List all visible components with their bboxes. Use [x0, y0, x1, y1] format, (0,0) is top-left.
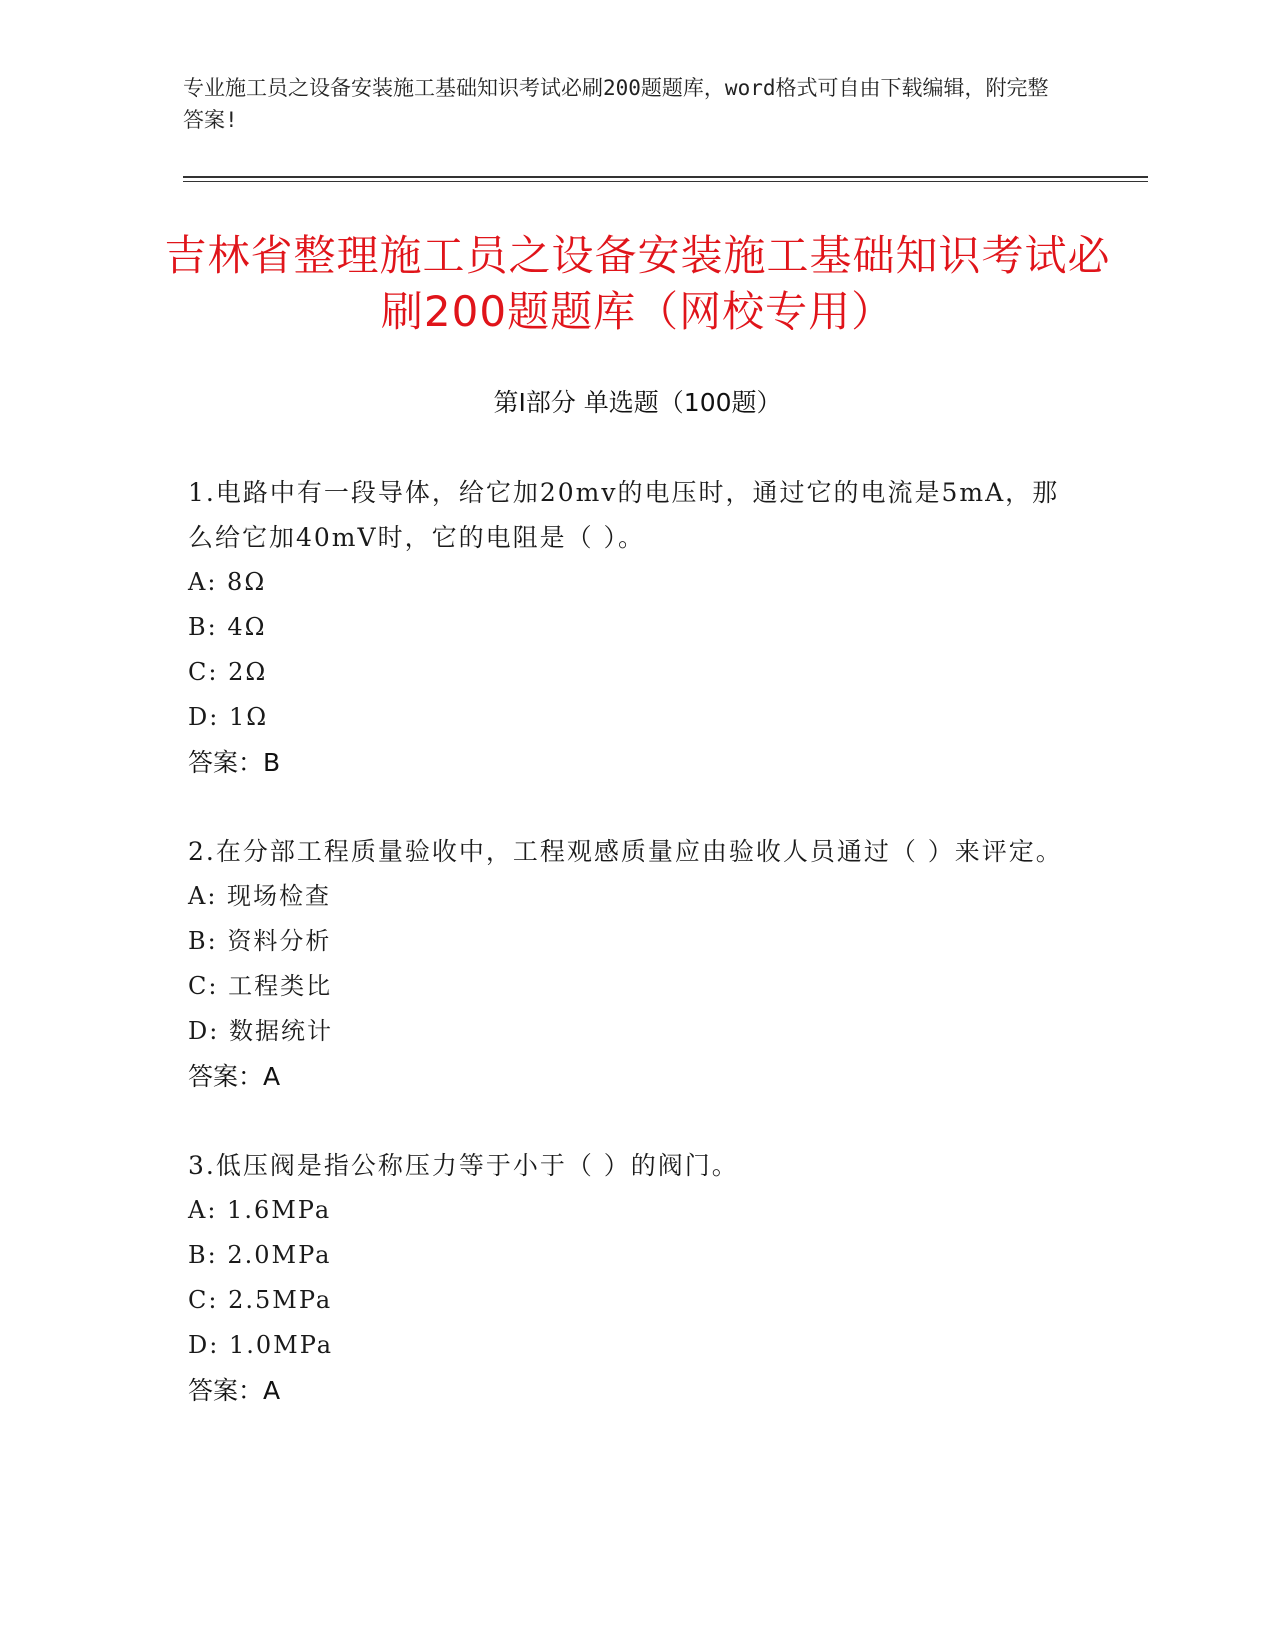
answer: 答案：B	[188, 748, 281, 777]
question-list	[188, 470, 1068, 1457]
question-stem: 2.在分部工程质量验收中，工程观感质量应由验收人员通过（ ）来评定。	[188, 837, 1063, 866]
option-a: A: 8Ω	[188, 568, 267, 596]
option-a: A: 1.6MPa	[188, 1196, 332, 1224]
question-2	[188, 829, 1068, 1099]
question-stem: 1.电路中有一段导体，给它加20mv的电压时，通过它的电流是5mA，那么给它加40mV时，它的电阻是（ ）。	[188, 478, 1060, 552]
option-b: B: 资料分析	[188, 927, 332, 955]
document-title: 吉林省整理施工员之设备安装施工基础知识考试必刷200题题库（网校专用）	[164, 231, 1111, 336]
answer: 答案：A	[188, 1376, 281, 1405]
option-d: D: 1Ω	[188, 703, 269, 731]
option-d: D: 数据统计	[188, 1017, 333, 1045]
question-stem: 3.低压阀是指公称压力等于小于（ ）的阀门。	[188, 1151, 739, 1180]
header-note: 专业施工员之设备安装施工基础知识考试必刷200题题库，word格式可自由下载编辑，附完整答案!	[183, 76, 1049, 132]
section-heading: 第Ⅰ部分 单选题（100题）	[493, 388, 782, 417]
option-b: B: 2.0MPa	[188, 1241, 332, 1269]
option-d: D: 1.0MPa	[188, 1331, 334, 1359]
question-1	[188, 470, 1068, 785]
option-b: B: 4Ω	[188, 613, 267, 641]
question-3	[188, 1143, 1068, 1413]
option-c: C: 工程类比	[188, 972, 333, 1000]
option-c: C: 2Ω	[188, 658, 268, 686]
header-rule-thick	[183, 176, 1148, 178]
option-c: C: 2.5MPa	[188, 1286, 333, 1314]
option-a: A: 现场检查	[188, 882, 332, 910]
answer: 答案：A	[188, 1062, 281, 1091]
header-rule-thin	[183, 181, 1148, 182]
